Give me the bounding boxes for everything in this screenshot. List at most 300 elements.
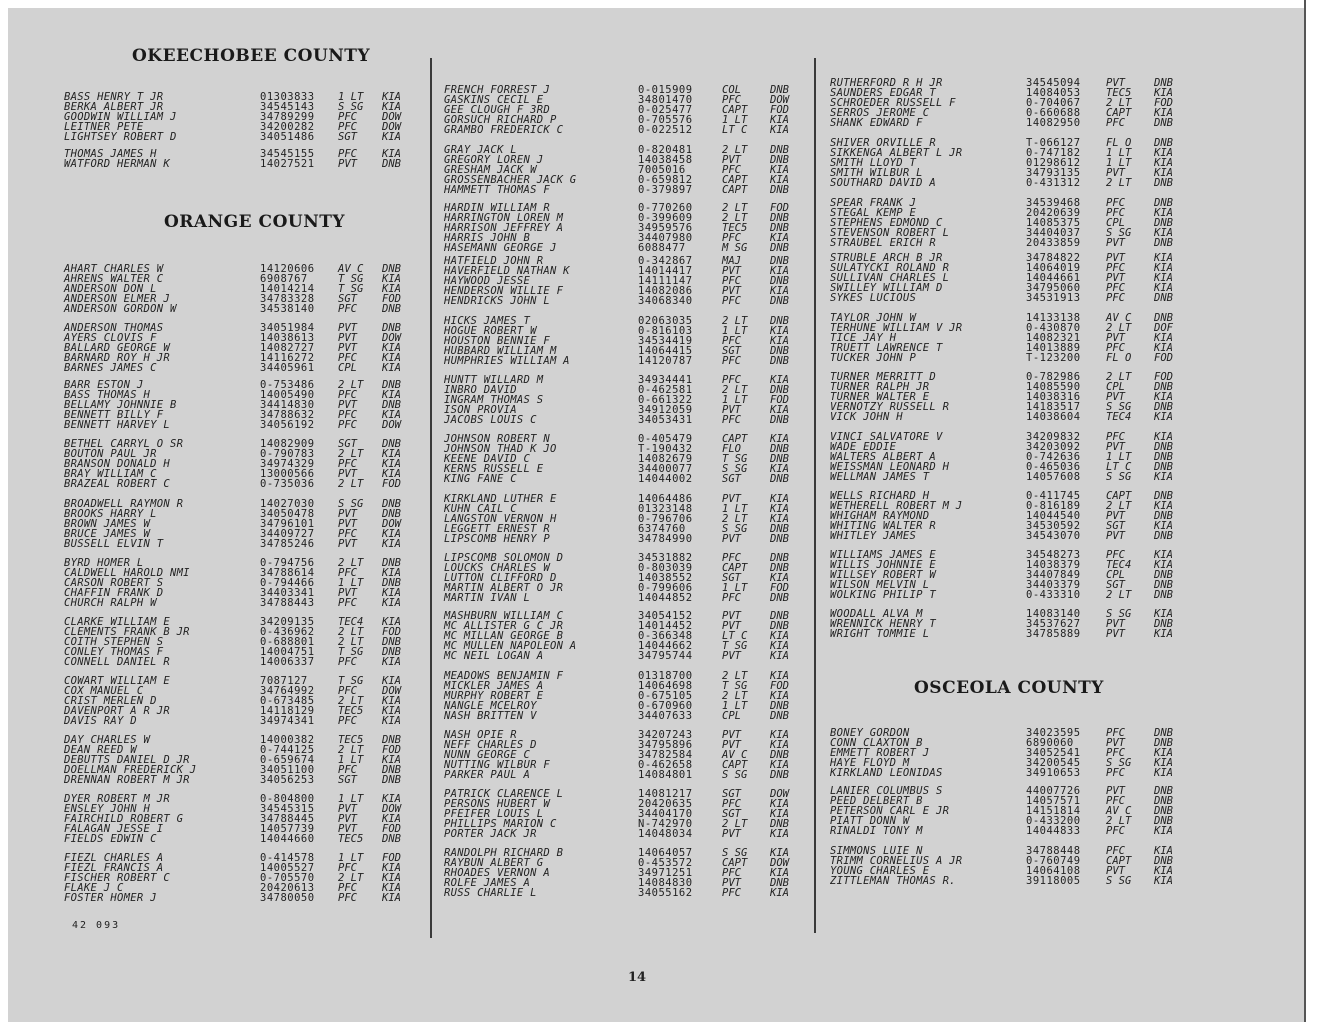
casualty-name: COITH STEPHEN S [64, 636, 164, 648]
casualty-status: DNB [770, 295, 789, 307]
casualty-name: TRIMM CORNELIUS A JR [830, 855, 963, 867]
casualty-status: KIA [382, 882, 401, 894]
casualty-name: BROOKS HARRY L [64, 508, 157, 520]
serial-number: 14081217 [638, 788, 693, 800]
casualty-name: CLARKE WILLIAM E [64, 616, 170, 628]
casualty-name: PFEIFER LOUIS L [444, 808, 544, 820]
rank: CAPT [722, 104, 748, 116]
page-number: 14 [628, 970, 647, 985]
casualty-name: ENSLEY JOHN H [64, 803, 151, 815]
casualty-name: AYERS CLOVIS F [64, 332, 157, 344]
casualty-name: SMITH WILBUR L [830, 167, 923, 179]
casualty-status: DNB [770, 523, 789, 535]
serial-number: 0-816103 [638, 325, 693, 337]
rank: SGT [338, 293, 357, 305]
serial-number: 0-433200 [1026, 815, 1081, 827]
serial-number: 14044833 [1026, 825, 1081, 837]
casualty-name: LOUCKS CHARLES W [444, 562, 550, 574]
casualty-name: ANDERSON GORDON W [64, 303, 177, 315]
casualty-status: KIA [382, 458, 401, 470]
casualty-status: KIA [382, 342, 401, 354]
casualty-status: DNB [382, 577, 401, 589]
serial-number: 14027030 [260, 498, 315, 510]
serial-number: 34545094 [1026, 77, 1081, 89]
casualty-name: SCHROEDER RUSSELL F [830, 97, 956, 109]
rank: 1 LT [1106, 147, 1132, 159]
rank: S SG [1106, 608, 1132, 620]
rank: M SG [722, 242, 748, 254]
casualty-status: KIA [770, 463, 789, 475]
casualty-name: JACOBS LOUIS C [444, 414, 537, 426]
casualty-status: DNB [382, 833, 401, 845]
serial-number: 34785889 [1026, 628, 1081, 640]
casualty-status: KIA [382, 587, 401, 599]
serial-number: 14057608 [1026, 471, 1081, 483]
casualty-name: SMITH LLOYD T [830, 157, 917, 169]
rank: PFC [338, 111, 357, 123]
casualty-status: KIA [1154, 262, 1173, 274]
serial-number: 6890060 [1026, 737, 1074, 749]
rank: PFC [338, 685, 357, 697]
casualty-status: DNB [382, 508, 401, 520]
casualty-name: CRIST MERLEN D [64, 695, 157, 707]
casualty-status: FOD [382, 852, 401, 864]
casualty-name: TICE JAY H [830, 332, 897, 344]
casualty-status: DNB [1154, 785, 1173, 797]
casualty-status: KIA [770, 493, 789, 505]
county-title-okeechobee: OKEECHOBEE COUNTY [132, 46, 371, 66]
rank: PFC [338, 882, 357, 894]
rank: 2 LT [338, 695, 364, 707]
casualty-name: KIRKLAND LUTHER E [444, 493, 557, 505]
casualty-name: BROADWELL RAYMON R [64, 498, 184, 510]
casualty-status: DNB [382, 303, 401, 315]
serial-number: 34054152 [638, 610, 693, 622]
serial-number: 14038316 [1026, 391, 1081, 403]
rank: PFC [338, 656, 357, 668]
rank: S SG [722, 769, 748, 781]
rank: PFC [1106, 825, 1125, 837]
rank: SGT [1106, 520, 1125, 532]
rank: MAJ [722, 255, 741, 267]
serial-number: 14082321 [1026, 332, 1081, 344]
casualty-status: KIA [382, 567, 401, 579]
rank: PVT [1106, 391, 1125, 403]
casualty-name: BASS HENRY T JR [64, 91, 164, 103]
casualty-status: KIA [1154, 559, 1173, 571]
casualty-name: SULATYCKI ROLAND R [830, 262, 950, 274]
serial-number: 0-688801 [260, 636, 315, 648]
casualty-name: DYER ROBERT M JR [64, 793, 170, 805]
rank: 1 LT [722, 114, 748, 126]
casualty-name: SULLIVAN CHARLES L [830, 272, 950, 284]
serial-number: 0-735036 [260, 478, 315, 490]
casualty-name: SHIVER ORVILLE R [830, 137, 936, 149]
casualty-name: PIATT DONN W [830, 815, 910, 827]
serial-number: 34209832 [1026, 431, 1081, 443]
casualty-status: DNB [770, 345, 789, 357]
serial-number: 0-465036 [1026, 461, 1081, 473]
casualty-status: KIA [770, 513, 789, 525]
rank: PFC [338, 409, 357, 421]
serial-number: 39118005 [1026, 875, 1081, 887]
casualty-status: DNB [1154, 618, 1173, 630]
serial-number: 6908767 [260, 273, 308, 285]
casualty-status: FOD [1154, 352, 1173, 364]
casualty-name: HUNTT WILLARD M [444, 374, 544, 386]
serial-number: 34782584 [638, 749, 693, 761]
casualty-name: JOHNSON ROBERT N [444, 433, 550, 445]
rank: PFC [338, 862, 357, 874]
serial-number: 02063035 [638, 315, 693, 327]
casualty-name: GASKINS CECIL E [444, 94, 544, 106]
casualty-status: KIA [770, 729, 789, 741]
serial-number: 34068340 [638, 295, 693, 307]
rank: 2 LT [722, 670, 748, 682]
serial-number: 34788445 [260, 813, 315, 825]
casualty-status: FOD [770, 394, 789, 406]
casualty-name: SOUTHARD DAVID A [830, 177, 936, 189]
serial-number: 34974329 [260, 458, 315, 470]
casualty-name: GROSSENBACHER JACK G [444, 174, 577, 186]
serial-number: 34789299 [260, 111, 315, 123]
casualty-status: DNB [382, 263, 401, 275]
casualty-status: KIA [1154, 107, 1173, 119]
serial-number: 34056192 [260, 419, 315, 431]
casualty-name: KEENE DAVID C [444, 453, 531, 465]
casualty-name: YOUNG CHARLES E [830, 865, 930, 877]
serial-number: 14005527 [260, 862, 315, 874]
serial-number: 34543070 [1026, 530, 1081, 542]
casualty-status: DNB [770, 443, 789, 455]
casualty-name: LIGHTSEY ROBERT D [64, 131, 177, 143]
serial-number: 34974341 [260, 715, 315, 727]
casualty-status: KIA [770, 572, 789, 584]
rank: PVT [338, 322, 357, 334]
casualty-name: BETHEL CARRYL O SR [64, 438, 184, 450]
serial-number: 20420635 [638, 798, 693, 810]
serial-number: 0-753486 [260, 379, 315, 391]
casualty-status: DNB [770, 212, 789, 224]
casualty-status: KIA [1154, 147, 1173, 159]
casualty-status: DOF [1154, 322, 1173, 334]
serial-number: 14044660 [260, 833, 315, 845]
serial-number: 0-436962 [260, 626, 315, 638]
casualty-name: HARRISON JEFFREY A [444, 222, 564, 234]
casualty-name: DRENNAN ROBERT M JR [64, 774, 190, 786]
serial-number: 14038379 [1026, 559, 1081, 571]
rank: 2 LT [338, 872, 364, 884]
serial-number: 0-399609 [638, 212, 693, 224]
rank: 1 LT [722, 394, 748, 406]
casualty-status: KIA [382, 538, 401, 550]
serial-number: 14027521 [260, 158, 315, 170]
serial-number: 14038552 [638, 572, 693, 584]
casualty-status: DNB [382, 498, 401, 510]
rank: S SG [338, 101, 364, 113]
rank: PFC [1106, 262, 1125, 274]
rank: 2 LT [338, 557, 364, 569]
serial-number: 7087127 [260, 675, 308, 687]
serial-number: 34404170 [638, 808, 693, 820]
casualty-status: DNB [1154, 569, 1173, 581]
casualty-status: KIA [770, 404, 789, 416]
casualty-name: WILLSEY ROBERT W [830, 569, 936, 581]
rank: TEC4 [338, 616, 364, 628]
casualty-status: DNB [770, 533, 789, 545]
serial-number: 14044661 [1026, 272, 1081, 284]
casualty-status: DOW [770, 788, 789, 800]
rank: PFC [338, 303, 357, 315]
casualty-name: STEPHENS EDMOND C [830, 217, 943, 229]
casualty-status: KIA [770, 285, 789, 297]
casualty-name: RHOADES VERNON A [444, 867, 550, 879]
casualty-name: HARRIS JOHN B [444, 232, 531, 244]
serial-number: 34530592 [1026, 520, 1081, 532]
serial-number: 34053431 [638, 414, 693, 426]
rank: PVT [1106, 737, 1125, 749]
serial-number: N-742970 [638, 818, 693, 830]
rank: 2 LT [338, 626, 364, 638]
serial-number: T-066127 [1026, 137, 1081, 149]
serial-number: 34793135 [1026, 167, 1081, 179]
casualty-name: GORSUCH RICHARD P [444, 114, 557, 126]
casualty-name: LIPSCOMB HENRY P [444, 533, 550, 545]
rank: PFC [338, 458, 357, 470]
casualty-name: SIKKENGA ALBERT L JR [830, 147, 963, 159]
serial-number: 14004751 [260, 646, 315, 658]
serial-number: 01318700 [638, 670, 693, 682]
casualty-status: KIA [770, 630, 789, 642]
rank: 2 LT [338, 448, 364, 460]
casualty-name: WOLKING PHILIP T [830, 589, 936, 601]
serial-number: 14048034 [638, 828, 693, 840]
serial-number: 14183517 [1026, 401, 1081, 413]
serial-number: 14057571 [1026, 795, 1081, 807]
casualty-name: BYRD HOMER L [64, 557, 144, 569]
serial-number: 34403379 [1026, 579, 1081, 591]
rank: PFC [338, 528, 357, 540]
rank: TEC5 [722, 222, 748, 234]
serial-number: 14082086 [638, 285, 693, 297]
casualty-status: KIA [770, 759, 789, 771]
rank: 1 LT [338, 91, 364, 103]
serial-number: 20420639 [1026, 207, 1081, 219]
serial-number: 14133138 [1026, 312, 1081, 324]
casualty-name: SYKES LUCIOUS [830, 292, 917, 304]
serial-number: 0-675105 [638, 690, 693, 702]
casualty-name: VERNOTZY RUSSELL R [830, 401, 950, 413]
rank: 1 LT [722, 503, 748, 515]
casualty-name: RUTHERFORD R H JR [830, 77, 943, 89]
rank: SGT [338, 131, 357, 143]
casualty-status: KIA [1154, 608, 1173, 620]
rank: PFC [722, 355, 741, 367]
casualty-status: KIA [382, 352, 401, 364]
rank: LT C [722, 630, 748, 642]
rank: 2 LT [1106, 815, 1132, 827]
serial-number: 0-462581 [638, 384, 693, 396]
casualty-status: DNB [770, 453, 789, 465]
serial-number: 0-705576 [638, 114, 693, 126]
rank: PVT [1106, 77, 1125, 89]
rank: 2 LT [1106, 322, 1132, 334]
casualty-status: KIA [770, 798, 789, 810]
serial-number: 0-673485 [260, 695, 315, 707]
rank: PVT [1106, 530, 1125, 542]
serial-number: 34912059 [638, 404, 693, 416]
casualty-name: MEADOWS BENJAMIN F [444, 670, 564, 682]
casualty-status: FOD [1154, 97, 1173, 109]
serial-number: 0-794756 [260, 557, 315, 569]
serial-number: 14006337 [260, 656, 315, 668]
casualty-status: DNB [1154, 589, 1173, 601]
rank: CAPT [722, 857, 748, 869]
rank: PVT [1106, 237, 1125, 249]
casualty-name: HUBBARD WILLIAM M [444, 345, 557, 357]
casualty-status: KIA [382, 283, 401, 295]
rank: PVT [722, 828, 741, 840]
rank: PFC [338, 148, 357, 160]
rank: CPL [1106, 381, 1125, 393]
rank: 2 LT [1106, 177, 1132, 189]
rank: FL O [1106, 137, 1132, 149]
serial-number: 14085590 [1026, 381, 1081, 393]
casualty-status: DNB [382, 636, 401, 648]
casualty-name: CALDWELL HAROLD NMI [64, 567, 190, 579]
casualty-name: MC ALLISTER G C JR [444, 620, 564, 632]
rank: CPL [722, 710, 741, 722]
casualty-status: DNB [1154, 510, 1173, 522]
casualty-status: KIA [1154, 757, 1173, 769]
serial-number: 01298612 [1026, 157, 1081, 169]
casualty-status: KIA [1154, 865, 1173, 877]
casualty-name: LANIER COLUMBUS S [830, 785, 943, 797]
casualty-status: DOW [382, 121, 401, 133]
rank: PVT [1106, 618, 1125, 630]
casualty-status: KIA [1154, 157, 1173, 169]
casualty-name: CHURCH RALPH W [64, 597, 157, 609]
casualty-status: FOD [382, 478, 401, 490]
footer-code: 42 093 [72, 920, 121, 931]
serial-number: 34407633 [638, 710, 693, 722]
casualty-status: DNB [770, 769, 789, 781]
serial-number: 14151814 [1026, 805, 1081, 817]
casualty-name: WALTERS ALBERT A [830, 451, 936, 463]
county-title-osceola: OSCEOLA COUNTY [914, 678, 1104, 698]
casualty-name: SERROS JEROME C [830, 107, 930, 119]
casualty-name: WRENNICK HENRY T [830, 618, 936, 630]
casualty-name: GOODWIN WILLIAM J [64, 111, 177, 123]
casualty-status: KIA [382, 656, 401, 668]
casualty-name: WATFORD HERMAN K [64, 158, 170, 170]
casualty-status: FOD [382, 626, 401, 638]
casualty-name: TURNER WALTER E [830, 391, 930, 403]
rank: PVT [1106, 628, 1125, 640]
serial-number: 7005016 [638, 164, 686, 176]
casualty-name: TERHUNE WILLIAM V JR [830, 322, 963, 334]
rank: PVT [722, 650, 741, 662]
serial-number: 34783328 [260, 293, 315, 305]
casualty-name: DAVIS RAY D [64, 715, 137, 727]
rank: PFC [722, 414, 741, 426]
casualty-name: BARNARD ROY H JR [64, 352, 170, 364]
casualty-status: DNB [770, 275, 789, 287]
serial-number: 0-782986 [1026, 371, 1081, 383]
casualty-name: NASH OPIE R [444, 729, 517, 741]
rank: PVT [338, 508, 357, 520]
casualty-status: KIA [382, 528, 401, 540]
casualty-status: DOW [382, 803, 401, 815]
serial-number: 0-661322 [638, 394, 693, 406]
casualty-name: MURPHY ROBERT E [444, 690, 544, 702]
casualty-status: KIA [382, 715, 401, 727]
casualty-name: DEAN REED W [64, 744, 137, 756]
casualty-name: TAYLOR JOHN W [830, 312, 917, 324]
rank: PFC [1106, 342, 1125, 354]
casualty-status: FOD [770, 104, 789, 116]
casualty-name: MARTIN ALBERT O JR [444, 582, 564, 594]
serial-number: T-123200 [1026, 352, 1081, 364]
casualty-name: STRUBLE ARCH B JR [830, 252, 943, 264]
serial-number: 14084801 [638, 769, 693, 781]
serial-number: 34531882 [638, 552, 693, 564]
casualty-name: INGRAM THOMAS S [444, 394, 544, 406]
casualty-name: KERNS RUSSELL E [444, 463, 544, 475]
casualty-status: DOW [382, 419, 401, 431]
casualty-status: KIA [1154, 87, 1173, 99]
serial-number: 34404037 [1026, 227, 1081, 239]
serial-number: 14014417 [638, 265, 693, 277]
casualty-name: MICKLER JAMES A [444, 680, 544, 692]
casualty-status: KIA [382, 468, 401, 480]
casualty-status: DNB [770, 384, 789, 396]
casualty-name: WILSON MELVIN L [830, 579, 930, 591]
casualty-name: PHILLIPS MARION C [444, 818, 557, 830]
casualty-status: DNB [1154, 579, 1173, 591]
casualty-name: WHIGHAM RAYMOND [830, 510, 930, 522]
rank: PFC [722, 335, 741, 347]
casualty-name: CONNELL DANIEL R [64, 656, 170, 668]
casualty-name: MC MILLAN GEORGE B [444, 630, 564, 642]
casualty-status: KIA [770, 124, 789, 136]
serial-number: 14064415 [638, 345, 693, 357]
casualty-status: KIA [770, 503, 789, 515]
rank: PVT [1106, 332, 1125, 344]
casualty-name: CONN CLAXTON B [830, 737, 923, 749]
casualty-status: KIA [1154, 875, 1173, 887]
rank: CAPT [722, 433, 748, 445]
rank: 1 LT [338, 754, 364, 766]
casualty-status: KIA [1154, 227, 1173, 239]
casualty-name: PATRICK CLARENCE L [444, 788, 564, 800]
casualty-name: ANDERSON DON L [64, 283, 157, 295]
casualty-status: KIA [770, 174, 789, 186]
casualty-status: DNB [1154, 292, 1173, 304]
casualty-name: FAIRCHILD ROBERT G [64, 813, 184, 825]
rank: 2 LT [722, 513, 748, 525]
casualty-status: KIA [1154, 825, 1173, 837]
rank: PVT [338, 518, 357, 530]
casualty-name: LANGSTON VERNON H [444, 513, 557, 525]
serial-number: 34795896 [638, 739, 693, 751]
casualty-name: SWILLEY WILLIAM D [830, 282, 943, 294]
casualty-name: FIELDS EDWIN C [64, 833, 157, 845]
rank: 1 LT [338, 577, 364, 589]
serial-number: 01323148 [638, 503, 693, 515]
rank: COL [722, 84, 741, 96]
rank: PVT [338, 813, 357, 825]
